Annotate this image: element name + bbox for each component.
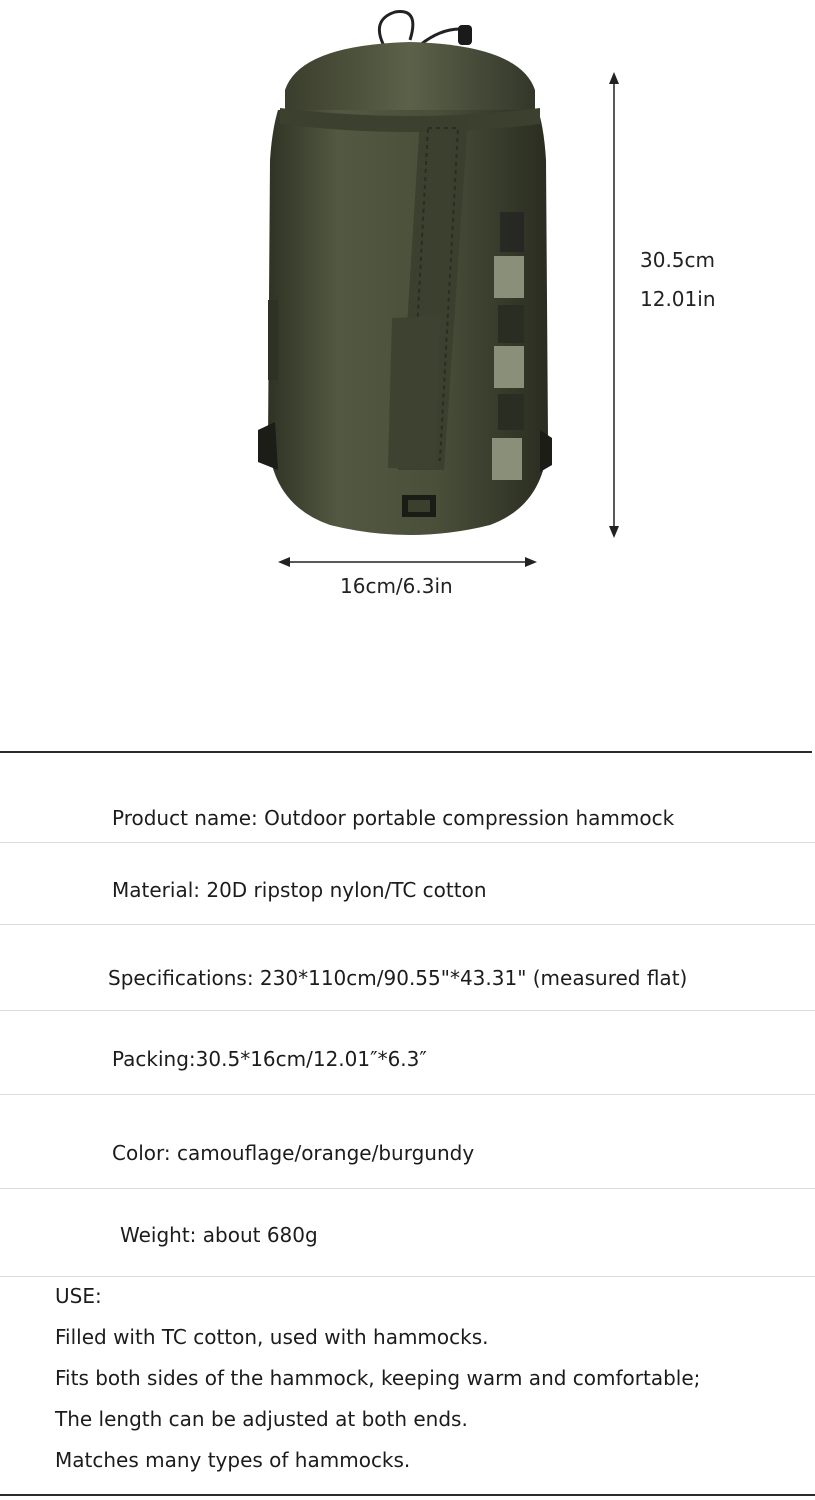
use-line: Matches many types of hammocks. <box>55 1448 411 1472</box>
bottom-divider <box>0 1494 815 1496</box>
width-label: 16cm/6.3in <box>340 574 453 598</box>
spec-separator <box>0 842 815 843</box>
spec-separator <box>0 1276 815 1277</box>
spec-separator <box>0 1094 815 1095</box>
spec-separator <box>0 1188 815 1189</box>
spec-weight: Weight: about 680g <box>120 1223 318 1247</box>
top-divider <box>0 751 812 753</box>
spec-product-name: Product name: Outdoor portable compression hammock <box>112 806 675 830</box>
product-figure <box>0 0 815 700</box>
height-cm-label: 30.5cm <box>640 248 716 272</box>
use-heading: USE: <box>55 1284 102 1308</box>
spec-packing: Packing:30.5*16cm/12.01″*6.3″ <box>112 1047 427 1071</box>
use-line: The length can be adjusted at both ends. <box>55 1407 468 1431</box>
height-in-label: 12.01in <box>640 287 716 311</box>
spec-separator <box>0 1010 815 1011</box>
spec-color: Color: camouflage/orange/burgundy <box>112 1141 475 1165</box>
spec-material: Material: 20D ripstop nylon/TC cotton <box>112 878 487 902</box>
spec-specifications: Specifications: 230*110cm/90.55"*43.31" (measured flat) <box>108 966 688 990</box>
use-line: Fits both sides of the hammock, keeping warm and comfortable; <box>55 1366 701 1390</box>
use-line: Filled with TC cotton, used with hammocks. <box>55 1325 489 1349</box>
spec-separator <box>0 924 815 925</box>
